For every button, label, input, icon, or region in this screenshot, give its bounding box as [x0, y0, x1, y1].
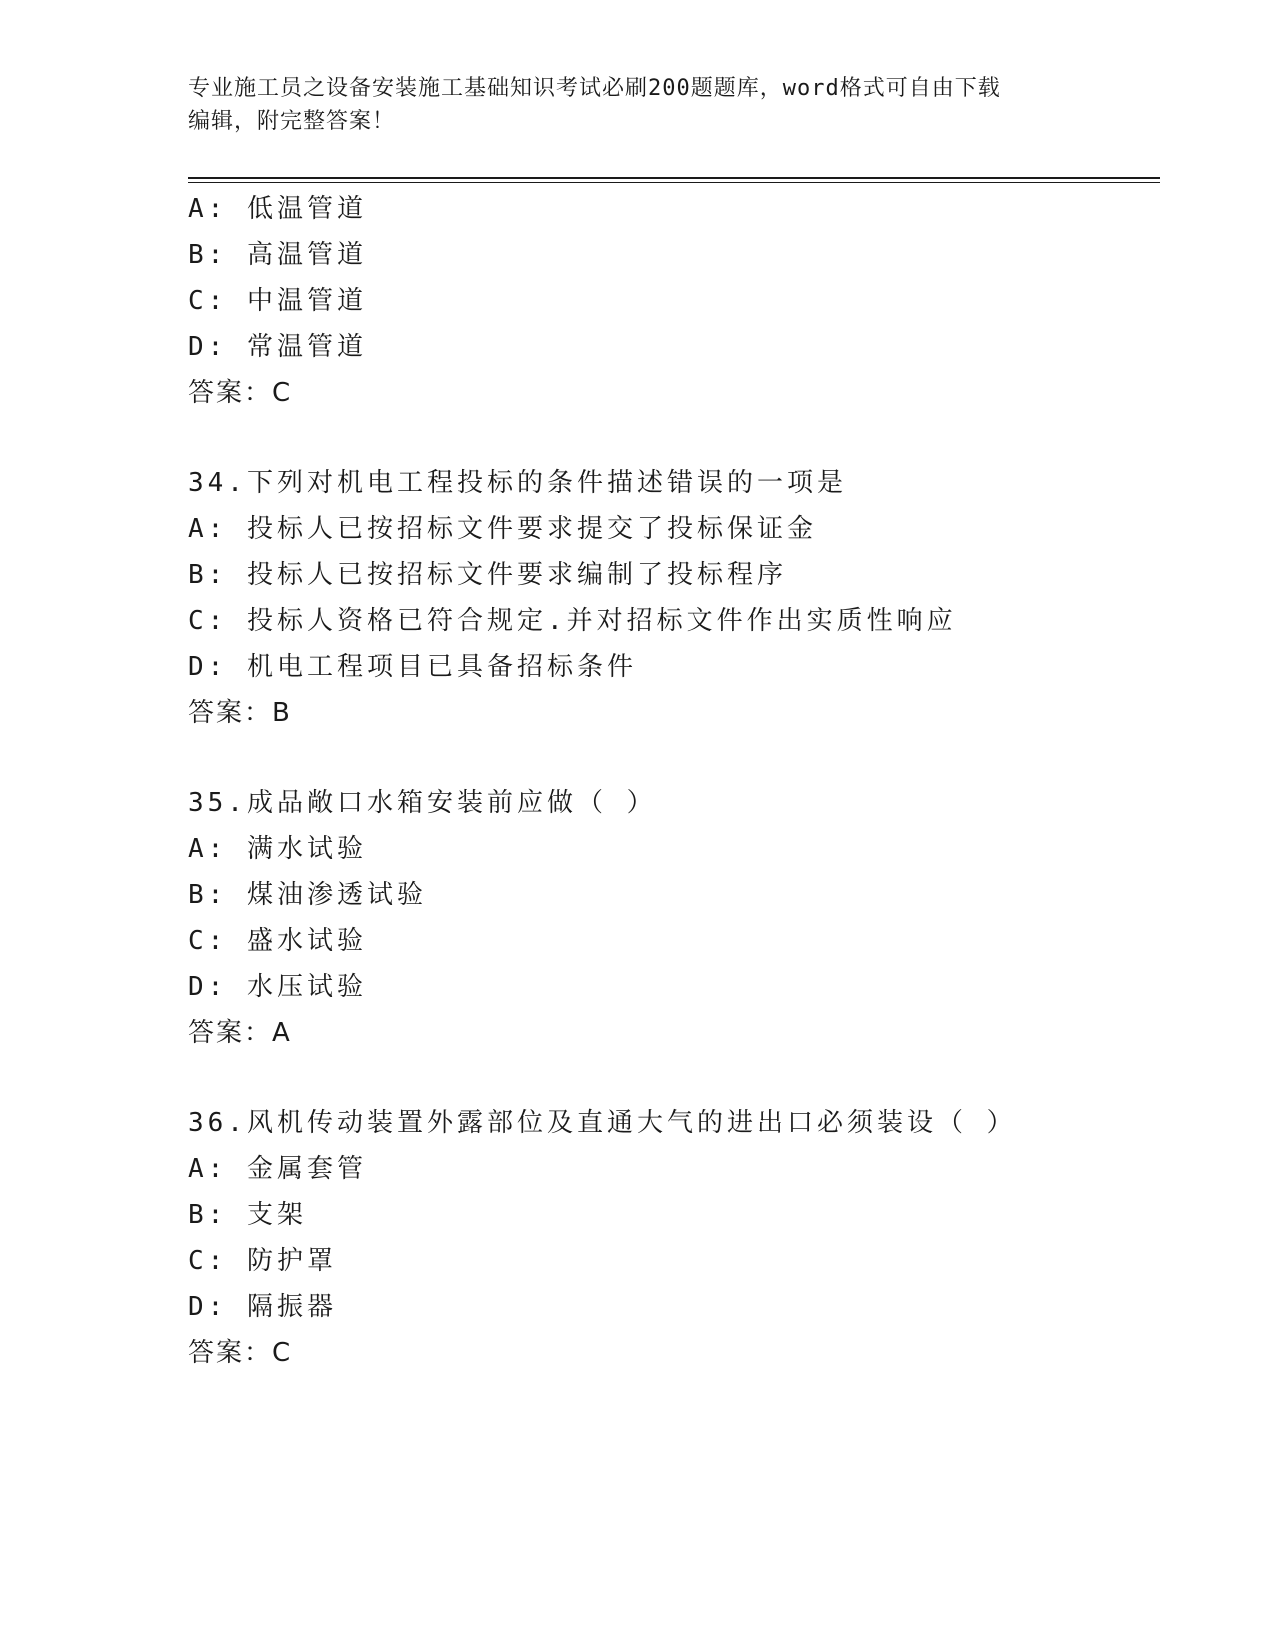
question-text: 36.风机传动装置外露部位及直通大气的进出口必须装设（ ）	[188, 1108, 1017, 1138]
question-34	[188, 460, 1148, 736]
option-d: D: 隔振器	[188, 1292, 337, 1322]
option-b: B: 投标人已按招标文件要求编制了投标程序	[188, 560, 787, 590]
header-line-2: 编辑，附完整答案！	[188, 109, 396, 134]
option-d: D: 常温管道	[188, 332, 367, 362]
answer: 答案：B	[188, 698, 292, 728]
option-c: C: 盛水试验	[188, 926, 367, 956]
answer: 答案：C	[188, 1338, 293, 1368]
option-d: D: 水压试验	[188, 972, 367, 1002]
option-c: C: 防护罩	[188, 1246, 337, 1276]
question-35	[188, 780, 1148, 1056]
spacer	[188, 736, 1148, 780]
question-list	[188, 186, 1148, 1376]
option-a: A: 金属套管	[188, 1154, 367, 1184]
option-a: A: 满水试验	[188, 834, 367, 864]
question-33	[188, 186, 1148, 416]
question-text: 35.成品敞口水箱安装前应做（ ）	[188, 788, 657, 818]
header-divider-thin	[188, 182, 1160, 183]
spacer	[188, 416, 1148, 460]
answer: 答案：A	[188, 1018, 292, 1048]
answer: 答案：C	[188, 378, 293, 408]
spacer	[188, 1056, 1148, 1100]
header-line-1: 专业施工员之设备安装施工基础知识考试必刷200题题库，word格式可自由下载	[188, 76, 1001, 101]
question-text: 34.下列对机电工程投标的条件描述错误的一项是	[188, 468, 847, 498]
header-divider-thick	[188, 177, 1160, 179]
option-a: A: 投标人已按招标文件要求提交了投标保证金	[188, 514, 817, 544]
option-d: D: 机电工程项目已具备招标条件	[188, 652, 637, 682]
option-b: B: 煤油渗透试验	[188, 880, 427, 910]
option-b: B: 高温管道	[188, 240, 367, 270]
option-a: A: 低温管道	[188, 194, 367, 224]
option-c: C: 投标人资格已符合规定.并对招标文件作出实质性响应	[188, 606, 957, 636]
document-header	[188, 72, 1088, 138]
option-c: C: 中温管道	[188, 286, 367, 316]
question-36	[188, 1100, 1148, 1376]
option-b: B: 支架	[188, 1200, 307, 1230]
